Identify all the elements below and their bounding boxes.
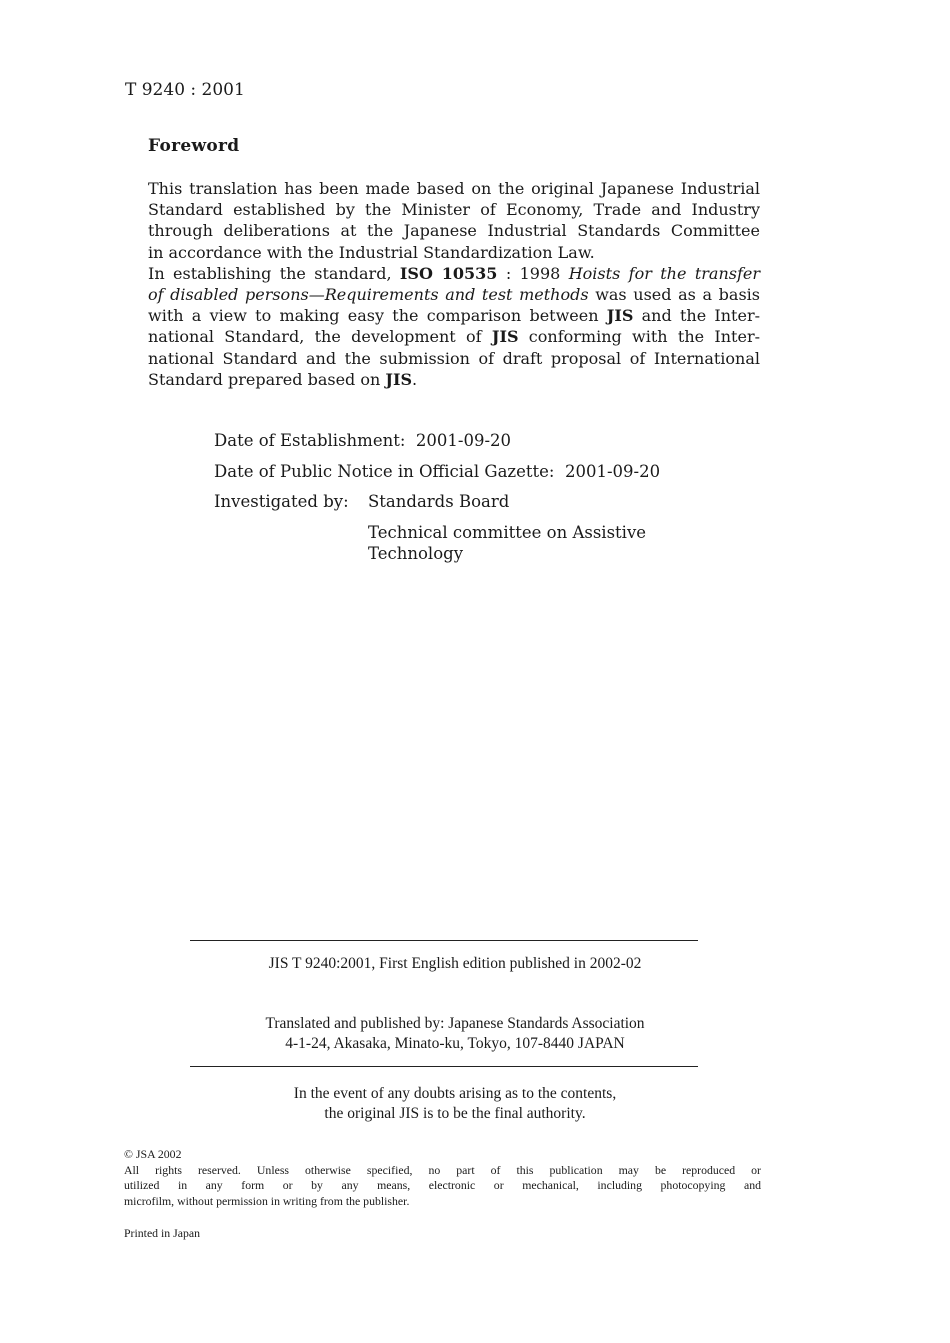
text-mid: : 1998 [497, 263, 569, 283]
authority-line-2: the original JIS is to be the final authority. [324, 1105, 586, 1122]
standard-code: T 9240 : 2001 [125, 80, 245, 100]
establishment-value: 2001-09-20 [415, 431, 512, 450]
foreword-line-8 [148, 326, 760, 347]
investigated-label: Investigated by: [214, 492, 349, 511]
publisher-line: Translated and published by: Japanese Standards Association [265, 1015, 645, 1032]
investigated-row [214, 491, 660, 522]
text-suffix: conforming with the Inter- [518, 327, 761, 347]
rights-line-1: All rights reserved. Unless otherwise specified, no part of this publication may be reproduced or [124, 1162, 761, 1177]
rights-line-3: microfilm, without permission in writing from the publisher. [124, 1193, 410, 1208]
establishment-row [214, 430, 660, 461]
top-divider [190, 940, 698, 941]
edition-info: JIS T 9240:2001, First English edition published in 2002-02 [268, 955, 642, 972]
foreword-line-1: This translation has been made based on the original Japanese Industrial [148, 179, 760, 198]
dates-block [214, 430, 660, 564]
text-prefix: Standard prepared based on [148, 369, 386, 389]
foreword-line-2: Standard established by the Minister of Economy, Trade and Industry [148, 200, 760, 220]
copyright-block [124, 1147, 761, 1209]
rights-line-2: utilized in any form or by any means, electronic or mechanical, including photocopying and [124, 1178, 761, 1192]
authority-line-1: In the event of any doubts arising as to the contents, [293, 1085, 617, 1102]
establishment-label: Date of Establishment: [214, 431, 406, 450]
foreword-line-9: national Standard and the submission of draft proposal of International [148, 348, 760, 368]
iso-title-part-2: of disabled persons—Requirements and test methods [148, 285, 589, 305]
public-notice-value: 2001-09-20 [564, 461, 661, 481]
investigated-committee: Technical committee on Assistive [368, 522, 647, 542]
foreword-line-3: through deliberations at the Japanese Industrial Standards Committee [148, 221, 760, 241]
public-notice-label: Date of Public Notice in Official Gazette: [214, 461, 555, 481]
text-prefix: with a view to making easy the comparison between [148, 306, 607, 326]
text-suffix: and the Inter- [633, 306, 761, 326]
text-prefix: In establishing the standard, [148, 263, 400, 283]
foreword-line-4: in accordance with the Industrial Standardization Law. [148, 242, 595, 262]
public-notice-row [214, 461, 660, 492]
foreword-line-7 [148, 305, 760, 326]
foreword-paragraph [148, 178, 760, 390]
foreword-title: Foreword [148, 136, 240, 156]
publisher-address: 4-1-24, Akasaka, Minato-ku, Tokyo, 107-8440 JAPAN [285, 1035, 625, 1052]
jis-abbrev: JIS [491, 327, 519, 347]
bottom-divider [190, 1066, 698, 1067]
foreword-line-10 [148, 369, 760, 390]
text-prefix: national Standard, the development of [148, 327, 492, 347]
foreword-line-5 [148, 263, 760, 284]
iso-title-part-1: Hoists for the transfer [568, 263, 761, 283]
iso-reference: ISO 10535 [399, 263, 498, 283]
foreword-line-6 [148, 284, 760, 305]
investigated-board: Standards Board [368, 492, 510, 511]
jis-abbrev: JIS [385, 369, 412, 389]
text-suffix: . [412, 369, 418, 389]
copyright-mark: © JSA 2002 [124, 1147, 182, 1161]
jis-abbrev: JIS [606, 306, 634, 326]
text-suffix: was used as a basis [588, 285, 760, 305]
printed-in: Printed in Japan [124, 1226, 201, 1240]
investigated-committee-cont: Technology [368, 543, 464, 563]
